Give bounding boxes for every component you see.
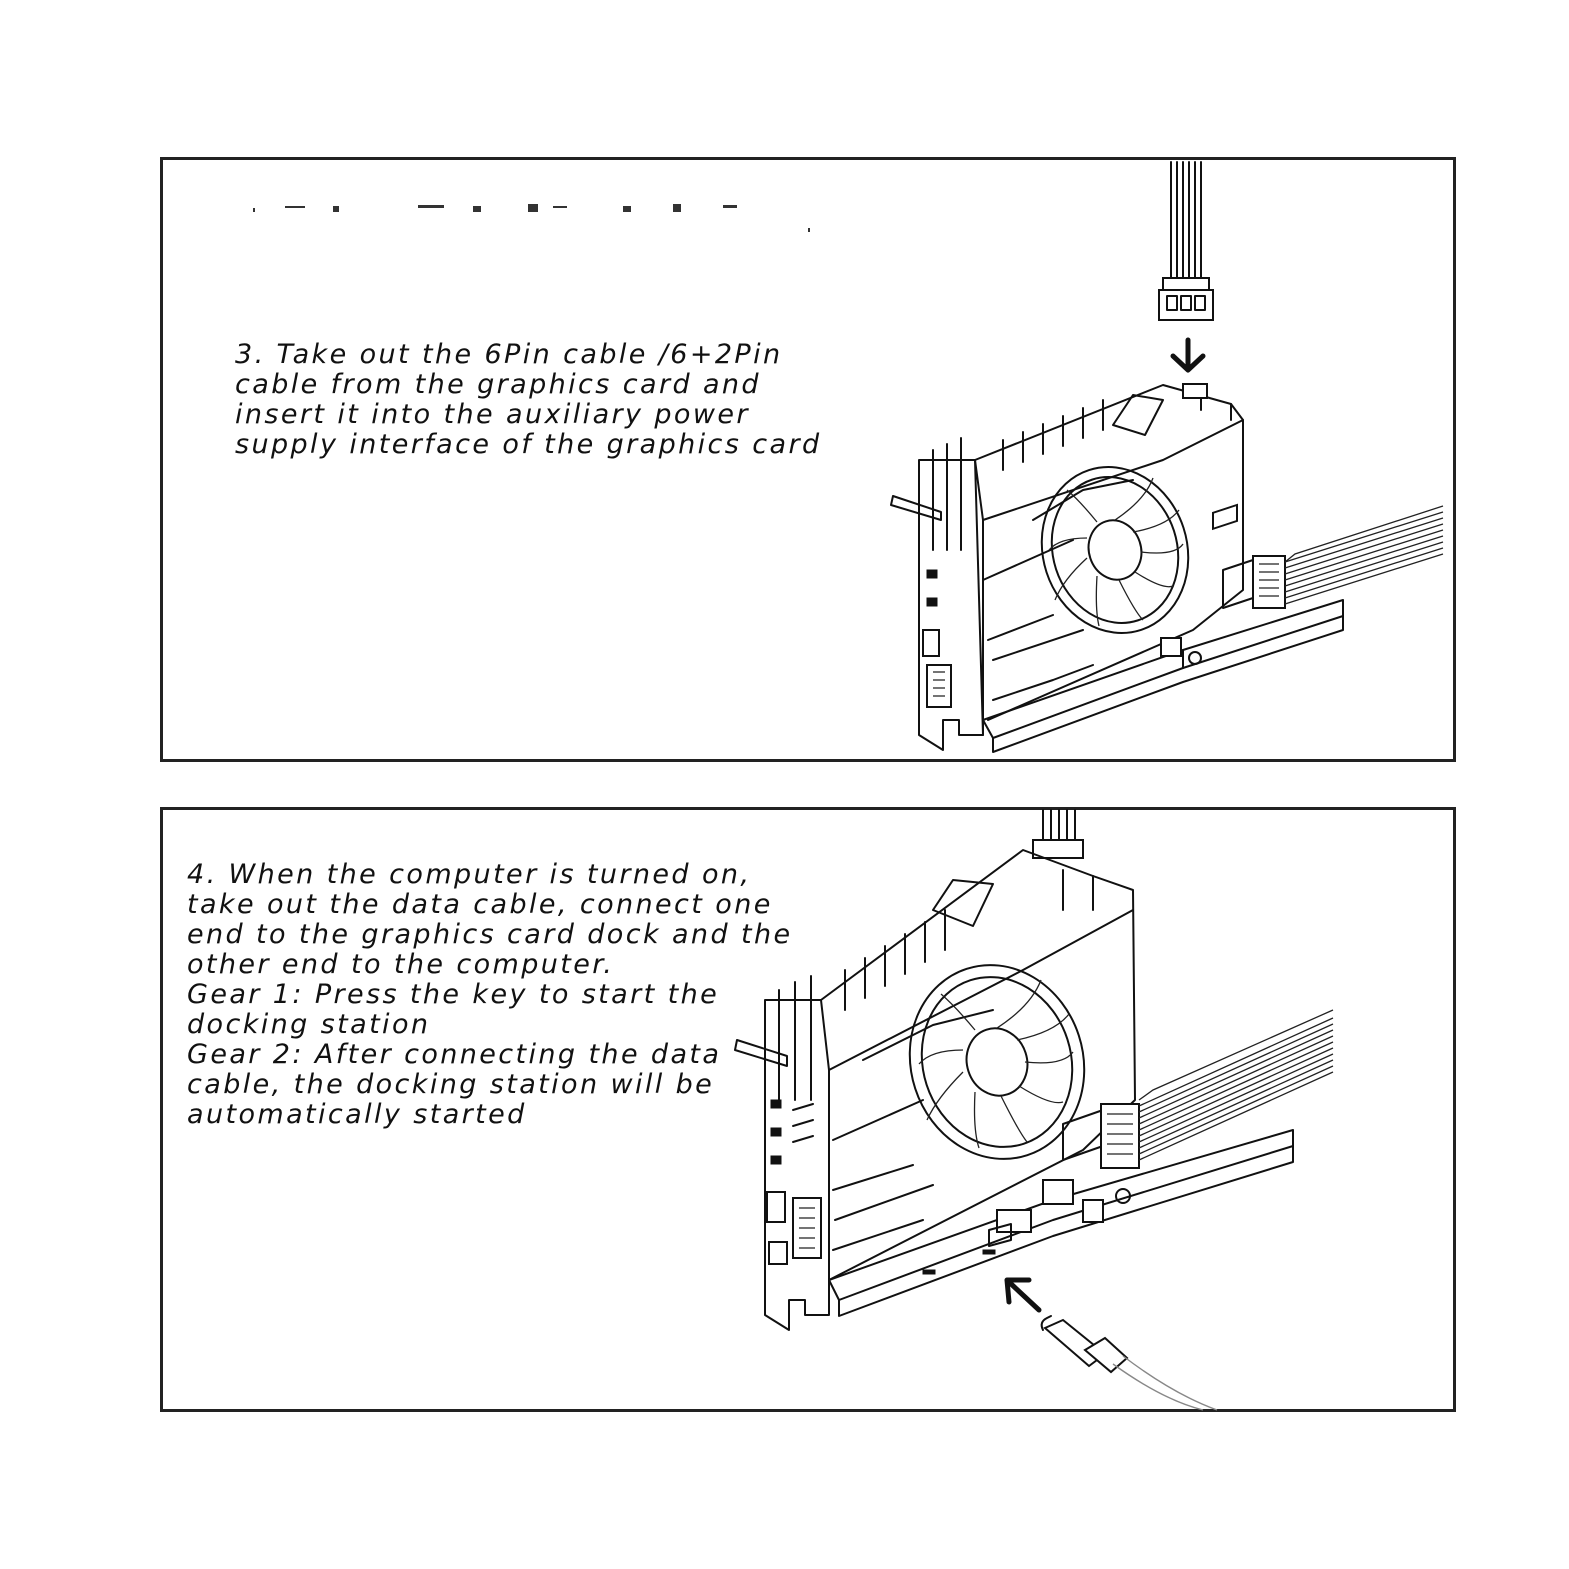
cooling-fan-icon xyxy=(885,942,1109,1182)
step-4-line: docking station xyxy=(187,1009,431,1040)
pci-bracket-icon xyxy=(735,976,829,1330)
step-4-instructions xyxy=(187,860,792,1130)
step-4-line: Gear 2: After connecting the data xyxy=(187,1039,722,1070)
graphics-card-shroud-icon xyxy=(975,384,1243,735)
step-4-line: Gear 1: Press the key to start the xyxy=(187,979,720,1010)
step-4-line: other end to the computer. xyxy=(187,949,615,980)
step-3-line: insert it into the auxiliary power xyxy=(235,399,750,430)
pci-bracket-icon xyxy=(891,438,983,750)
step-3-line: cable from the graphics card and xyxy=(235,369,761,400)
step-3-line: 3. Take out the 6Pin cable /6+2Pin xyxy=(235,339,783,370)
usb-c-cable-icon xyxy=(1042,1316,1217,1410)
power-cable-top-icon xyxy=(1033,810,1083,858)
step-4-line: end to the graphics card dock and the xyxy=(187,919,793,950)
graphics-card-usb-c-cable-illustration xyxy=(733,810,1453,1410)
docking-plate-icon xyxy=(983,505,1343,752)
step-3-line: supply interface of the graphics card xyxy=(235,429,822,460)
step-4-panel xyxy=(160,807,1456,1412)
step-3-panel xyxy=(160,157,1456,762)
step-4-line: 4. When the computer is turned on, xyxy=(187,859,752,890)
diagonal-arrow-icon xyxy=(1007,1280,1039,1310)
step-4-line: automatically started xyxy=(187,1099,527,1130)
step-4-line: take out the data cable, connect one xyxy=(187,889,773,920)
step-3-instructions xyxy=(235,340,821,460)
six-pin-cable-icon xyxy=(1159,162,1213,320)
down-arrow-icon xyxy=(1173,340,1203,370)
step-4-line: cable, the docking station will be xyxy=(187,1069,715,1100)
atx-24pin-connector-icon xyxy=(1223,506,1443,608)
docking-plate-icon xyxy=(829,1130,1293,1316)
graphics-card-power-cable-illustration xyxy=(883,160,1443,760)
scan-artifact-marks xyxy=(253,200,813,240)
